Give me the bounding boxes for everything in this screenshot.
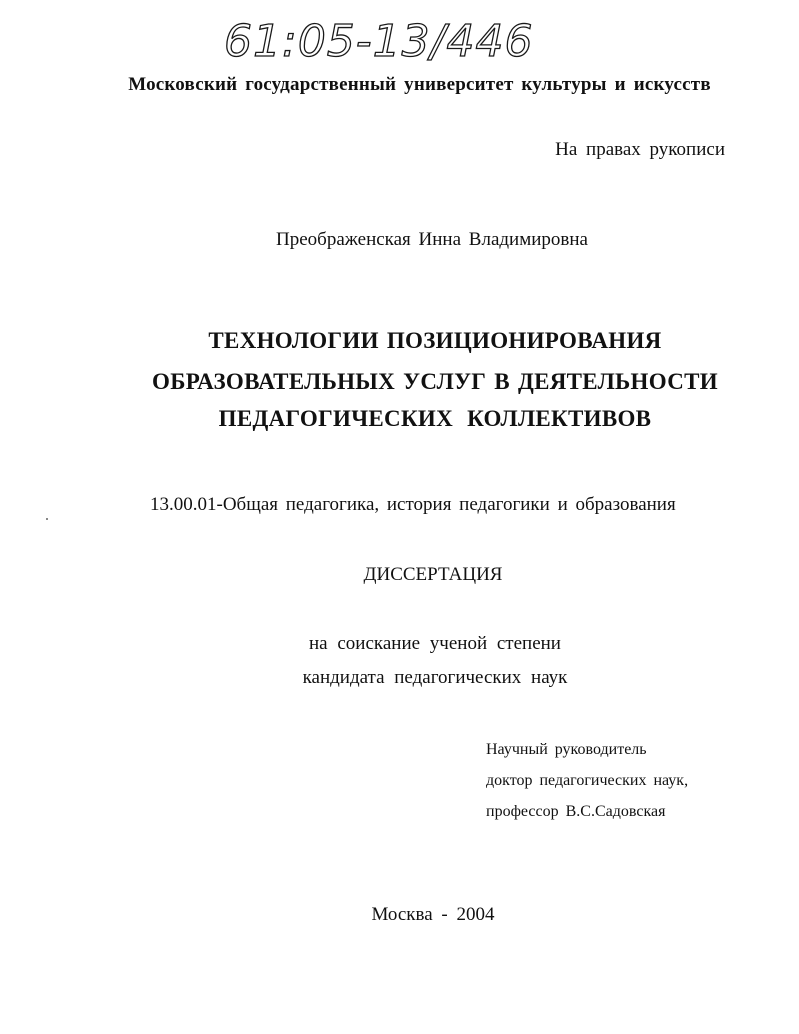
scan-speck [46,518,48,520]
supervisor-label: Научный руководитель [486,741,647,758]
author-name: Преображенская Инна Владимировна [276,229,588,250]
dissertation-title-line-3: ПЕДАГОГИЧЕСКИХ КОЛЛЕКТИВОВ [218,406,652,431]
city-year: Москва - 2004 [371,904,495,925]
university-name: Московский государственный университет культуры и искусств [128,74,711,95]
specialty-code: 13.00.01-Общая педагогика, история педагогики и образования [150,494,676,515]
document-type: ДИССЕРТАЦИЯ [363,564,503,585]
dissertation-title-line-1: ТЕХНОЛОГИИ ПОЗИЦИОНИРОВАНИЯ [208,328,662,353]
supervisor-name: профессор В.С.Садовская [486,803,666,820]
supervisor-degree: доктор педагогических наук, [486,772,689,789]
handwritten-archive-code [222,6,542,68]
dissertation-title-line-2: ОБРАЗОВАТЕЛЬНЫХ УСЛУГ В ДЕЯТЕЛЬНОСТИ [152,369,718,394]
manuscript-rights-note: На правах рукописи [555,139,725,160]
degree-line-2: кандидата педагогических наук [302,667,568,688]
handwritten-code-text: 61:05-13/446 [224,16,534,67]
degree-line-1: на соискание ученой степени [309,633,561,654]
